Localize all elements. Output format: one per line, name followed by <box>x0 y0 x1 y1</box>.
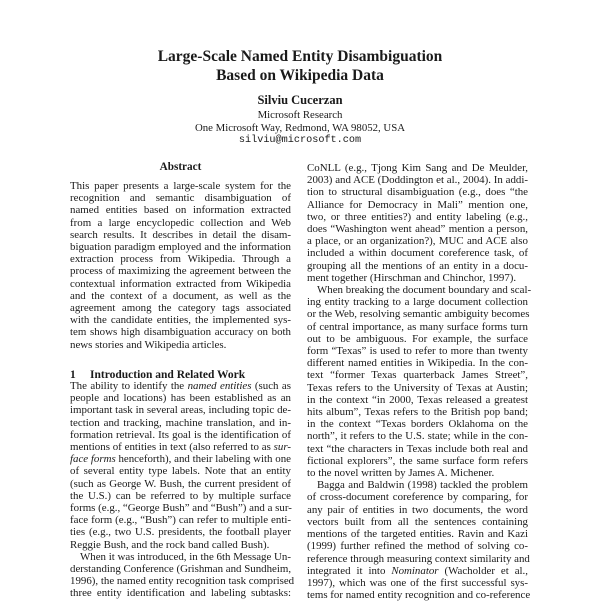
text-line: When breaking the document boundary and scal- <box>317 284 532 297</box>
title-line-2: Based on Wikipedia Data <box>216 67 384 84</box>
author-affiliation: Microsoft Research <box>257 109 343 121</box>
text-line: named entities based on information extracted <box>70 204 291 217</box>
text-line: mentions of the targeted entities. Ravin and Kazi <box>307 528 528 541</box>
intro-right-column <box>307 162 532 601</box>
author-email: silviu@microsoft.com <box>238 135 362 146</box>
text-line: tion to structural disambiguation (e.g., does “the <box>307 186 528 199</box>
intro-left-column <box>70 380 295 600</box>
text-line: people and locations) has been established as an <box>70 392 291 405</box>
text-line: tection and tracking, machine translation, and in- <box>70 416 291 429</box>
text-line: with the candidate entities, the implemented sys- <box>70 314 291 327</box>
title-line-1: Large-Scale Named Entity Disambiguation <box>157 48 443 65</box>
text-line: grouping all the mentions of an entity in a docu- <box>307 259 528 272</box>
text-line: text “the characters in Texas include both real and <box>307 442 528 455</box>
author-address: One Microsoft Way, Redmond, WA 98052, USA <box>194 121 406 134</box>
text-line: two, or three entities?) and entity labeling (e.g., <box>307 210 528 223</box>
text-line: and the context of a document, as well as the <box>70 289 291 302</box>
text-line: biguation paradigm employed and the information <box>70 241 291 254</box>
text-line: face form (e.g., “Bush”) can refer to multiple enti- <box>70 514 291 527</box>
text-line: This paper presents a large-scale system for the <box>70 180 291 192</box>
abstract-heading: Abstract <box>159 161 202 173</box>
text-line: integrated it into Nominator (Wacholder et al., <box>307 564 529 577</box>
text-line: When it was introduced, in the 6th Message Un- <box>80 550 291 563</box>
text-line: of several entity type labels. Note that an entity <box>70 465 291 478</box>
section-title: Introduction and Related Work <box>90 369 246 381</box>
text-line: in the context “in 2000, Texas released a greatest <box>307 393 528 406</box>
text-line: (such as George W. Bush, the current president of <box>70 477 291 490</box>
emphasis-text: Nominator <box>391 564 439 577</box>
text-line: Alliance for Democracy in Mali” mention one, <box>307 198 528 211</box>
emphasis-text: named entities <box>187 380 252 392</box>
text-line: Reggie Bush, and the rock band called Bush). <box>70 538 270 551</box>
text-line: search results. It describes in detail the disam- <box>70 228 291 241</box>
text-line: CoNLL (e.g., Tjong Kim Sang and De Meulder, <box>307 162 528 174</box>
text-line: of central importance, as many surface forms turn <box>307 320 528 333</box>
text-line: out to be ambiguous. For example, the surface <box>307 332 528 345</box>
text-line: reference through measuring context similarity and <box>307 552 530 565</box>
text-line: process of maximizing the agreement between the <box>70 265 291 278</box>
emphasis-text: face forms <box>70 453 116 466</box>
text-line: tem shows high disambiguation accuracy on both <box>70 326 291 339</box>
text-line: face forms henceforth), and their labeling with one <box>70 453 291 466</box>
text-line: from a large encyclopedic collection and Web <box>70 216 291 229</box>
text-line: north”, it refers to the U.S. state; while in the con- <box>307 430 528 443</box>
text-line: recognition and semantic disambiguation of <box>70 192 291 205</box>
text-line: tems for named entity recognition and co-reference <box>307 589 531 601</box>
text-line: Bagga and Baldwin (1998) tackled the problem <box>317 479 528 492</box>
text-line: contextual information extracted from Wikipedia <box>70 277 291 290</box>
section-number: 1 <box>70 369 76 381</box>
text-line: included a within document coreference task, of <box>307 247 528 260</box>
text-line: different named entities in Wikipedia. In the con- <box>307 357 528 370</box>
text-line: hits album”, Texas refers to the British pop band; <box>307 406 528 419</box>
text-line: or the Web, resolving semantic ambiguity becomes <box>307 308 530 321</box>
text-line: 1996), the named entity recognition task comprised <box>70 575 295 588</box>
text-line: ties (e.g., two U.S. presidents, the football player <box>70 526 291 539</box>
text-line: ing entity tracking to a large document collection <box>307 296 528 309</box>
abstract-body <box>70 180 291 351</box>
text-line: of cross-document coreference by comparing, for <box>307 491 528 504</box>
text-line: does “Washington went ahead” mention a person, <box>307 223 528 236</box>
text-line: fictional explorers”, the same surface form refers <box>307 454 528 467</box>
text-line: The ability to identify the named entities (such as <box>70 380 292 392</box>
text-line: agreement among the category tags associated <box>70 302 291 315</box>
text-line: the U.S.) can be referred to by multiple surface <box>70 489 291 502</box>
text-line: news stories and Wikipedia articles. <box>70 338 227 351</box>
text-line: 1997), which was one of the first successful sys- <box>307 576 528 589</box>
text-line: Texas refers to the University of Texas at Austin; <box>307 381 528 394</box>
text-line: text “former Texas quarterback James Street”, <box>307 369 528 382</box>
text-line: form “Texas” is used to refer to more than twenty <box>307 345 528 358</box>
text-line: any pair of entities in two documents, the word <box>307 503 528 516</box>
text-line: to the novel written by James A. Michener. <box>307 467 495 480</box>
text-line: vectors built from all the sentences containing <box>307 515 528 528</box>
text-line: formation retrieval. Its goal is the identification of <box>70 428 291 441</box>
text-line: forms (e.g., “George Bush” and “Bush”) and a sur- <box>70 502 292 515</box>
author-name: Silviu Cucerzan <box>257 93 343 107</box>
text-line: mentions of entities in text (also referred to as sur- <box>70 441 291 454</box>
emphasis-text: sur- <box>273 441 291 454</box>
text-line: important task in several areas, including topic de- <box>70 404 291 417</box>
text-line: a place, or an organization?), MUC and ACE also <box>307 235 528 248</box>
text-line: in the context “Texas borders Oklahoma on the <box>307 418 528 431</box>
text-line: extraction process from Wikipedia. Through a <box>70 253 291 266</box>
text-line: three entity identification and labeling subtasks: <box>70 587 291 600</box>
text-line: derstanding Conference (Grishman and Sundheim, <box>70 563 292 576</box>
text-line: ment together (Hirschman and Chinchor, 1997). <box>307 271 517 284</box>
text-line: 2003) and ACE (Doddington et al., 2004). In addi- <box>307 174 528 187</box>
paper-title <box>0 47 600 85</box>
text-line: (1999) further refined the method of solving co- <box>307 540 528 553</box>
